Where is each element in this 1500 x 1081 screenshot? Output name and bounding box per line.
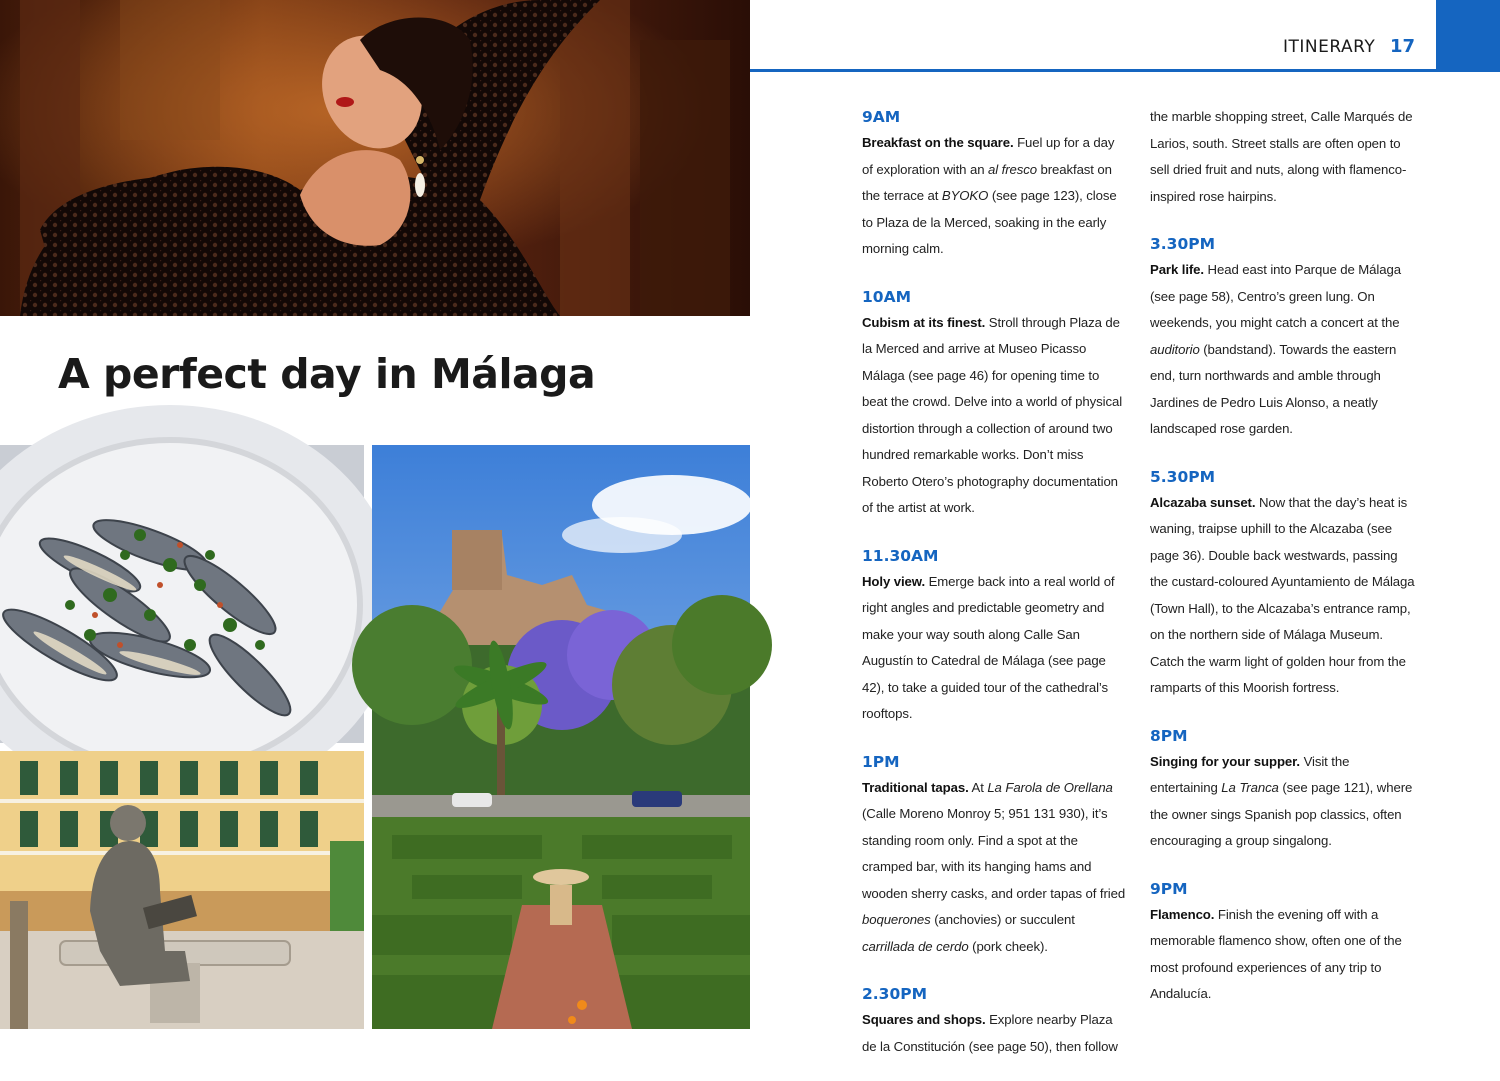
entry-time: 5.30PM — [1150, 467, 1216, 486]
page-number: 17 — [1390, 36, 1416, 57]
entry-description — [862, 310, 1128, 522]
entry-text: At — [968, 779, 988, 795]
entry-description — [862, 569, 1128, 728]
entry-description — [862, 775, 1128, 961]
entry-text: Emerge back into a real world of right angles and predictable geometry and make your way south along Calle San Augustín to Catedral de Málaga (see page 42), to take a guided tour of the cathedral’s rooftops. — [862, 573, 1115, 721]
alcazaba-gardens-photo — [372, 445, 750, 1029]
entry-description — [862, 1007, 1128, 1060]
entry-description — [1150, 749, 1416, 855]
itinerary-entry — [862, 104, 1128, 263]
entry-text-italic: La Farola de Orellana — [987, 779, 1113, 795]
entry-text: (pork cheek). — [968, 938, 1048, 954]
itinerary-entry — [1150, 876, 1416, 1008]
itinerary-column-right — [1150, 104, 1416, 1029]
entry-description — [1150, 257, 1416, 443]
entry-description — [1150, 902, 1416, 1008]
entry-text: (bandstand). Towards the eastern end, turn northwards and amble through Jardines de Pedro Luis Alonso, a neatly landscaped rose garden. — [1150, 341, 1397, 436]
entry-text: Finish the evening off with a memorable flamenco show, often one of the most profound experiences of any trip to Andalucía. — [1150, 906, 1402, 1001]
entry-title: Squares and shops. — [862, 1012, 986, 1027]
entry-time: 1PM — [862, 752, 900, 771]
entry-title: Traditional tapas. — [862, 779, 969, 795]
itinerary-column-left — [862, 104, 1128, 1081]
section-label: ITINERARY — [1283, 37, 1376, 57]
entry-time: 3.30PM — [1150, 235, 1216, 253]
entry-text-italic: La Tranca — [1221, 780, 1279, 795]
entry-title: Breakfast on the square. — [862, 135, 1014, 150]
entry-text: Fuel up for a day of exploration with an — [862, 135, 1115, 177]
itinerary-entry — [862, 284, 1128, 522]
boquerones-dish-photo — [0, 445, 364, 743]
itinerary-entry — [862, 749, 1128, 961]
header-color-tab — [1436, 0, 1500, 72]
entry-title: Alcazaba sunset. — [1150, 494, 1256, 510]
entry-description — [862, 130, 1128, 263]
entry-text: (see page 123), close to Plaza de la Merced, soaking in the early morning calm. — [862, 188, 1117, 256]
entry-time: 9AM — [862, 108, 901, 126]
entry-text-italic: boquerones — [862, 912, 931, 927]
entry-time: 10AM — [862, 287, 911, 306]
entry-time: 9PM — [1150, 879, 1188, 898]
entry-text: Explore nearby Plaza de la Constitución (see page 50), then follow — [862, 1012, 1118, 1054]
itinerary-entry — [862, 981, 1128, 1060]
entry-text: (anchovies) or succulent — [930, 912, 1075, 927]
entry-title: Holy view. — [862, 573, 926, 589]
flamenco-dancer-photo — [0, 0, 750, 316]
entry-text-italic: BYOKO — [941, 188, 989, 203]
entry-text: (see page 121), where the owner sings Spanish pop classics, often encouraging a group singalong. — [1150, 780, 1413, 848]
entry-time: 2.30PM — [862, 985, 928, 1003]
entry-time: 11.30AM — [862, 546, 939, 565]
itinerary-entry — [1150, 464, 1416, 702]
entry-text: (Calle Moreno Monroy 5; 951 131 930), it’s standing room only. Find a spot at the cramped bar, with its hanging hams and wooden sherry casks, and order tapas of fried — [862, 806, 1126, 901]
itinerary-continuation: the marble shopping street, Calle Marqués de Larios, south. Street stalls are often open to sell dried fruit and nuts, along with flamenco-inspired rose hairpins. — [1150, 109, 1413, 204]
entry-text: Head east into Parque de Málaga (see page 58), Centro’s green lung. On weekends, you might catch a concert at the — [1150, 262, 1401, 330]
entry-description — [1150, 490, 1416, 702]
itinerary-entry — [1150, 723, 1416, 855]
entry-text: Now that the day’s heat is waning, traipse uphill to the Alcazaba (see page 36). Double back westwards, passing the custard-coloured Ayuntamiento de Málaga (Town Hall), to the Alcazaba’s entrance ramp, on the northern side of Málaga Museum. Catch the warm light of golden hour from the ramparts of this Moorish fortress. — [1150, 494, 1415, 695]
entry-text: Stroll through Plaza de la Merced and arrive at Museo Picasso Málaga (see page 46) for opening time to beat the crowd. Delve into a world of physical distortion through a collection of around two hundred remarkable works. Don’t miss Roberto Otero’s photography documentation of the artist at work. — [862, 314, 1123, 515]
entry-text-italic: carrillada de cerdo — [862, 938, 969, 954]
page-title: A perfect day in Málaga — [58, 350, 596, 398]
entry-text-italic: al fresco — [988, 161, 1037, 177]
entry-text: Visit the entertaining — [1150, 753, 1350, 795]
entry-text: breakfast on the terrace at — [862, 161, 1112, 203]
header-rule — [750, 69, 1500, 72]
entry-title: Park life. — [1150, 262, 1204, 277]
entry-text-italic: auditorio — [1150, 341, 1200, 357]
itinerary-entry — [1150, 231, 1416, 443]
entry-title: Cubism at its finest. — [862, 314, 986, 330]
entry-time: 8PM — [1150, 726, 1188, 745]
picasso-statue-photo — [0, 751, 364, 1029]
itinerary-entry — [862, 543, 1128, 728]
entry-title: Flamenco. — [1150, 906, 1215, 922]
entry-title: Singing for your supper. — [1150, 753, 1300, 769]
